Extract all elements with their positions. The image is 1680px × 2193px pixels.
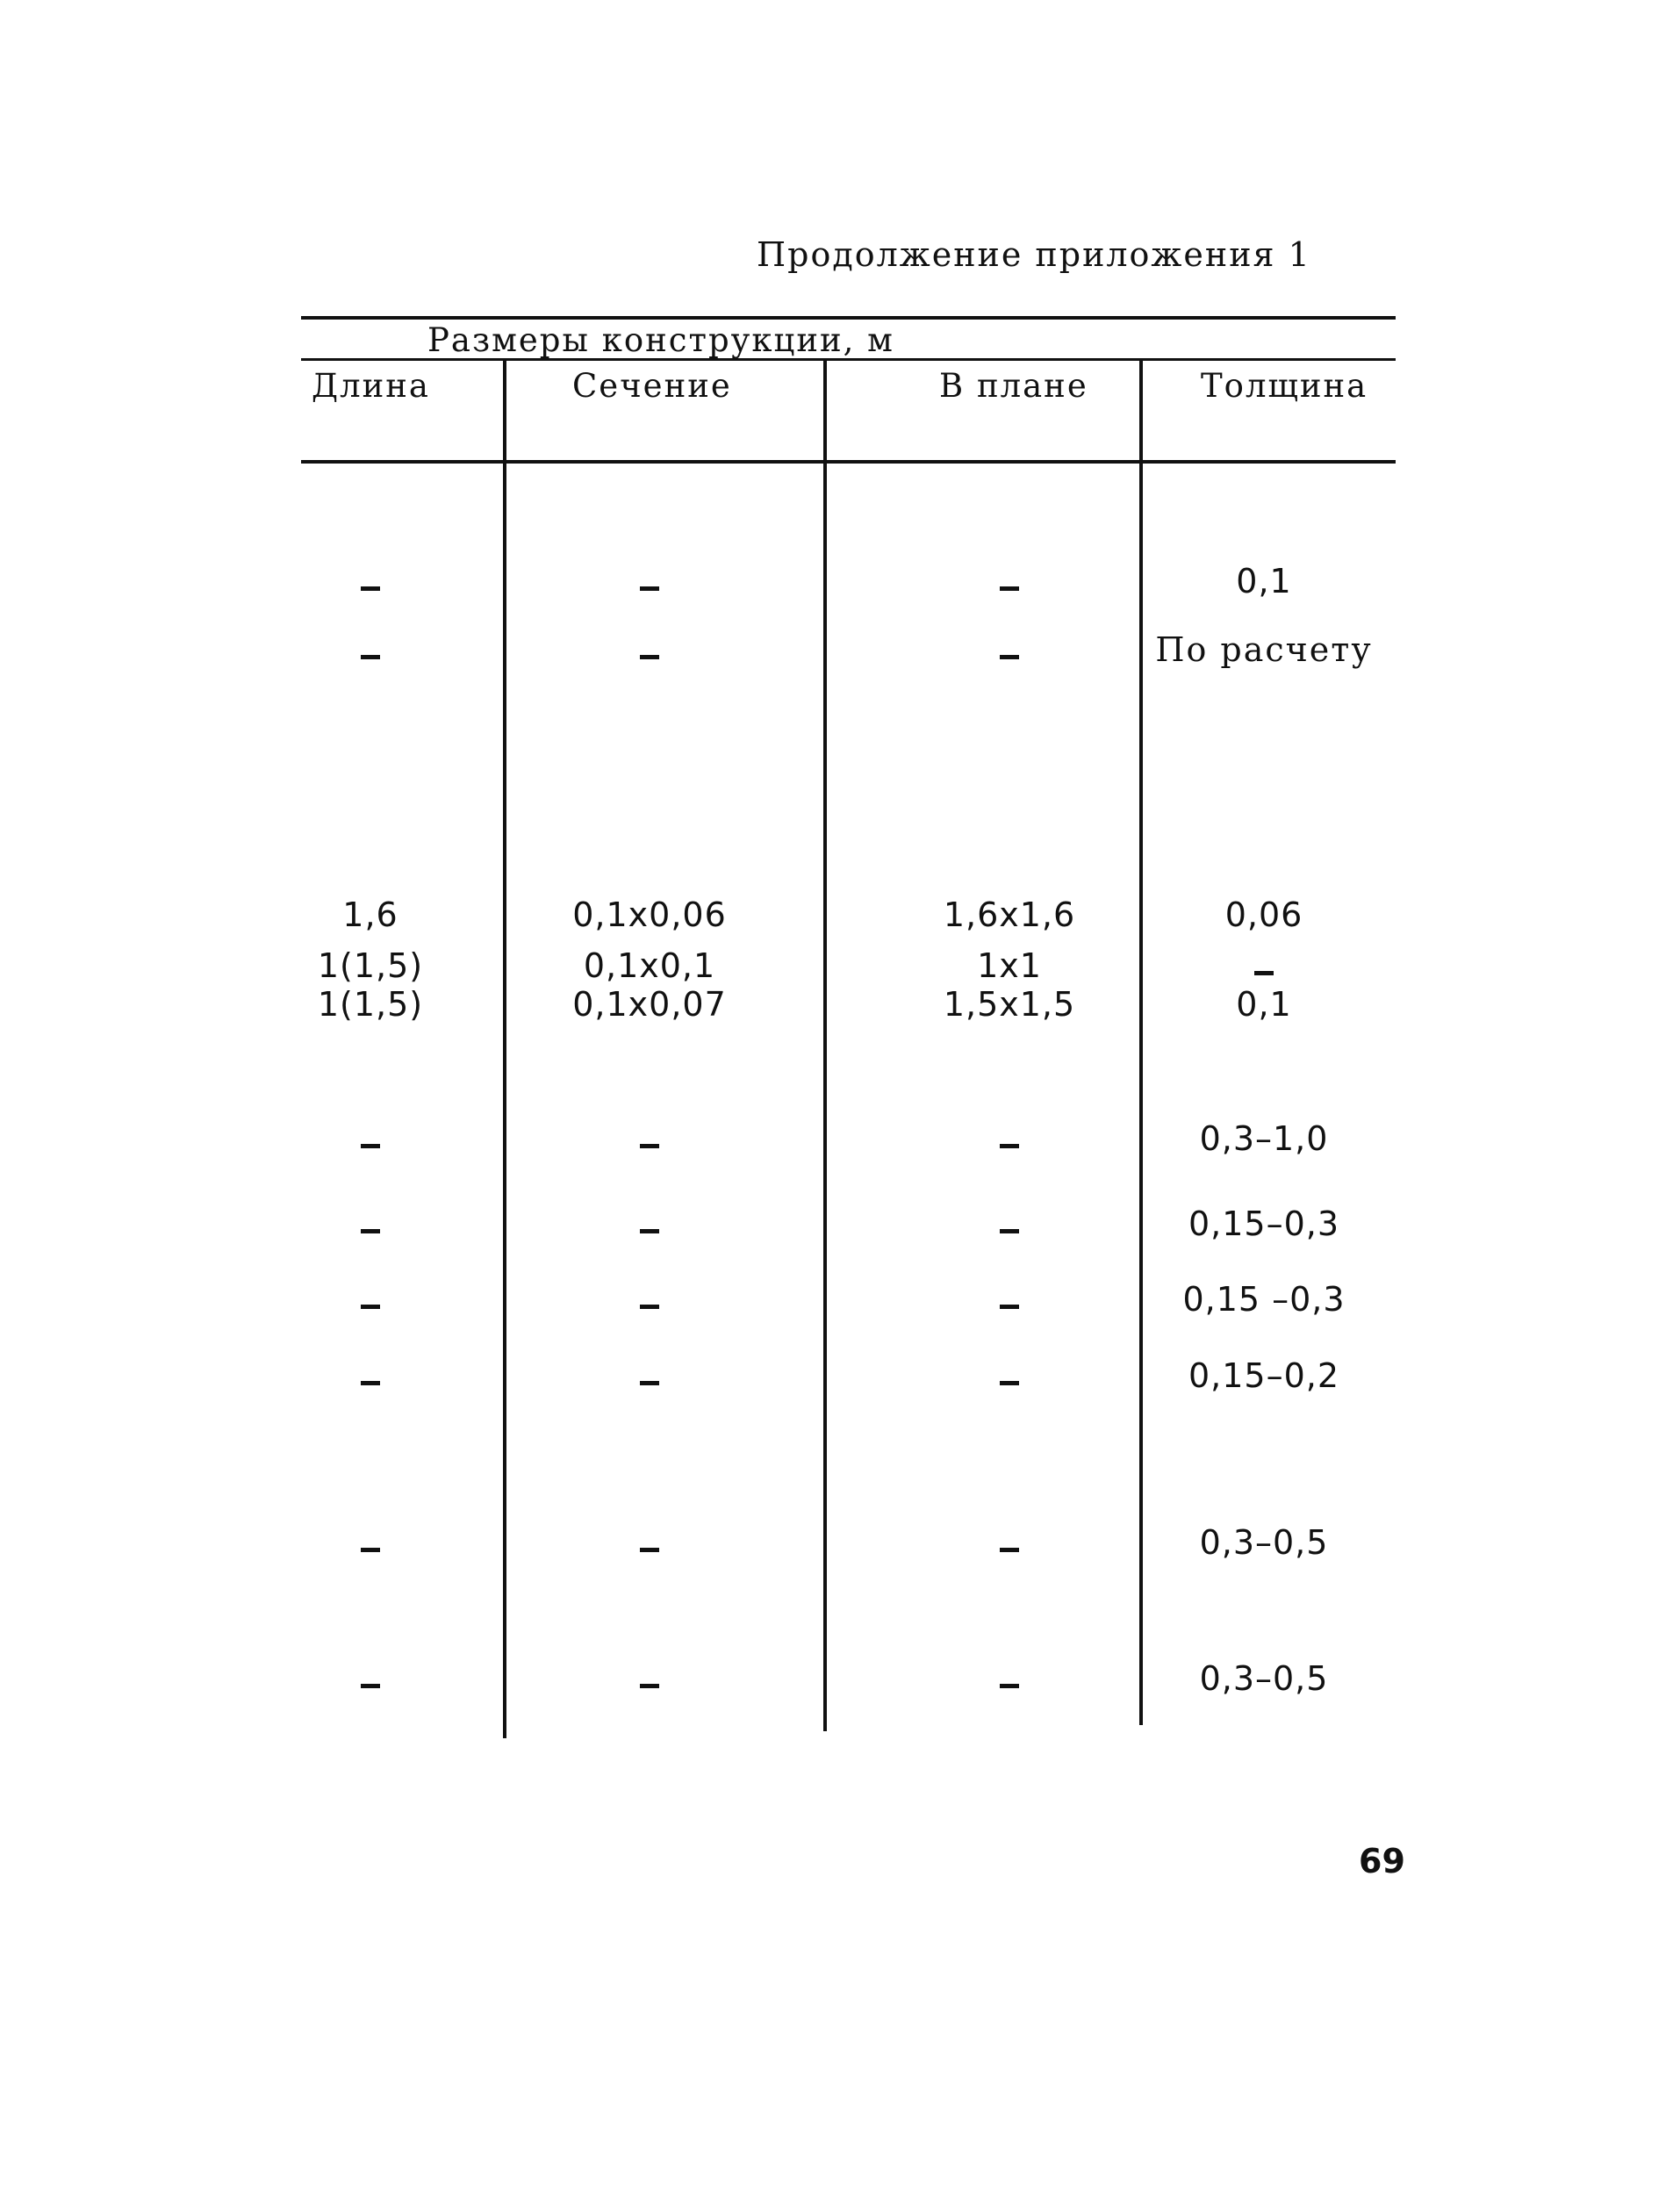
table-cell: 0,1x0,1	[583, 946, 716, 985]
table-cell: 0,1	[1236, 985, 1292, 1024]
table-cell-dash	[361, 1229, 380, 1233]
table-cell: 0,15 –0,3	[1182, 1280, 1346, 1319]
table-cell-dash	[640, 1381, 659, 1385]
table-cell-dash	[640, 1305, 659, 1309]
table-cell: 0,1x0,07	[572, 985, 727, 1024]
table-cell: 0,3–0,5	[1199, 1659, 1329, 1698]
table-cell: 1(1,5)	[317, 985, 424, 1024]
table-cell-dash	[1000, 586, 1019, 591]
table-cell: 1x1	[977, 946, 1042, 985]
table-cell-dash	[640, 1144, 659, 1148]
table-cell: 0,15–0,2	[1188, 1356, 1340, 1395]
table-cell-dash	[1000, 1548, 1019, 1552]
page-number: 69	[1359, 1842, 1405, 1880]
table-cell-dash	[361, 1684, 380, 1688]
table-cell-dash	[361, 1548, 380, 1552]
column-header-thickness: Толщина	[1201, 367, 1368, 405]
table-cell-dash	[640, 586, 659, 591]
column-header-in-plan: В плане	[939, 367, 1088, 405]
table-cell-dash	[640, 1548, 659, 1552]
column-separator-1	[503, 360, 506, 1738]
table-cell-dash	[1000, 1144, 1019, 1148]
table-cell-dash	[361, 1381, 380, 1385]
table-cell: 0,3–1,0	[1199, 1119, 1329, 1158]
column-separator-2	[823, 360, 827, 1731]
table-cell-dash	[640, 655, 659, 659]
table-cell: 1,6x1,6	[943, 895, 1076, 934]
table-cell: 1,5x1,5	[943, 985, 1076, 1024]
table-cell-dash	[1000, 1229, 1019, 1233]
table-top-rule	[301, 316, 1396, 320]
table-cell-dash	[361, 655, 380, 659]
table-cell: 0,1	[1236, 562, 1292, 600]
table-cell: 1,6	[342, 895, 398, 934]
table-cell-dash	[361, 586, 380, 591]
table-cell-dash	[1254, 971, 1274, 975]
table-cell-dash	[640, 1684, 659, 1688]
column-header-bottom-rule	[301, 460, 1396, 464]
table-cell-dash	[361, 1305, 380, 1309]
group-header: Размеры конструкции, м	[427, 321, 894, 359]
table-cell-dash	[1000, 1305, 1019, 1309]
column-header-section: Сечение	[572, 367, 732, 405]
column-separator-3	[1139, 360, 1143, 1725]
table-cell: 0,06	[1224, 895, 1303, 934]
table-cell-dash	[640, 1229, 659, 1233]
table-cell: По расчету	[1155, 630, 1373, 669]
table-cell-dash	[1000, 655, 1019, 659]
table-cell: 1(1,5)	[317, 946, 424, 985]
table-cell-dash	[1000, 1684, 1019, 1688]
table-cell-dash	[361, 1144, 380, 1148]
continuation-title: Продолжение приложения 1	[757, 235, 1311, 274]
table-cell: 0,15–0,3	[1188, 1204, 1340, 1243]
table-cell-dash	[1000, 1381, 1019, 1385]
column-header-length: Длина	[312, 367, 430, 405]
table-cell: 0,1x0,06	[572, 895, 727, 934]
table-cell: 0,3–0,5	[1199, 1523, 1329, 1562]
